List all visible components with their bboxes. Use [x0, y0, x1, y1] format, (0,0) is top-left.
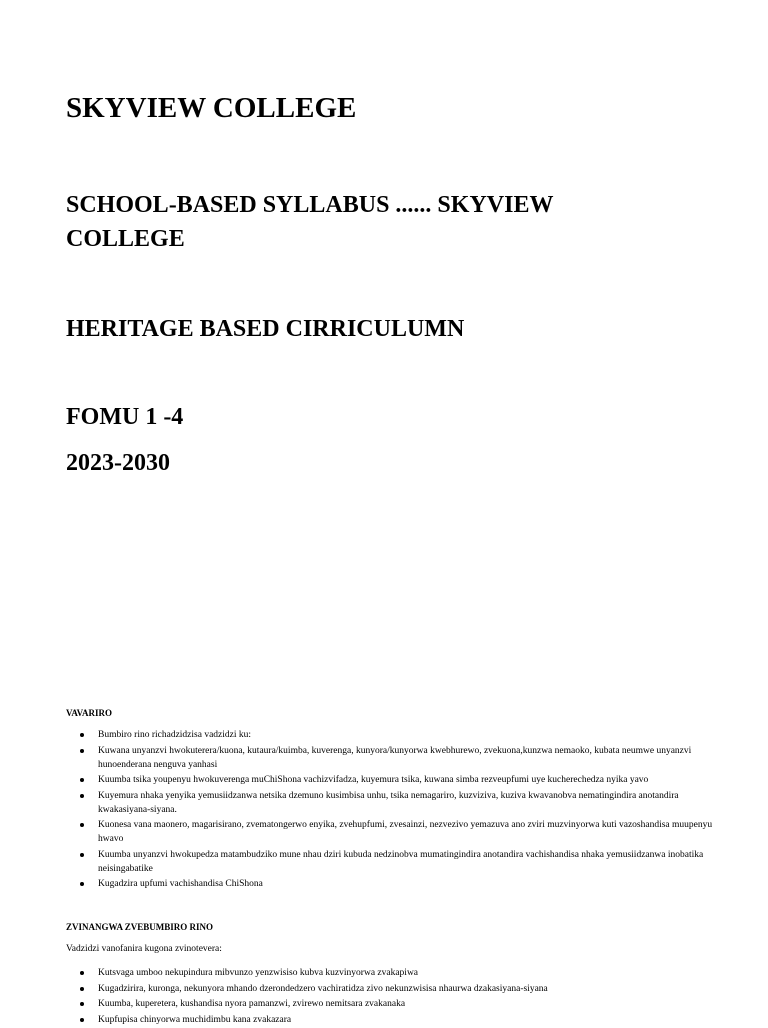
contents-intro: Vadzidzi vanofanira kugona zvinotevera:	[66, 944, 222, 954]
list-item-text: Kuwana unyanzvi hwokuterera/kuona, kutaura/kuimba, kuverenga, kunyora/kunyorwa kwebhurewo, zvekuona,kunzwa nemaoko, kubata neumwe unyanzvi hunoenderana nenguva yanhasi	[98, 745, 692, 770]
college-title: SKYVIEW COLLEGE	[66, 92, 357, 124]
bullet-icon	[80, 778, 84, 782]
bullet-icon	[80, 794, 84, 798]
list-item-text: Kuyemura nhaka yenyika yemusiidzanwa netsika dzemuno kusimbisa unhu, tsika nemagariro, kuzviziva, kuziva kwavanobva nematingindira anotandira kwakasiyana-siyana.	[98, 790, 679, 815]
bullet-icon	[80, 987, 84, 991]
objectives-list	[80, 728, 720, 893]
list-item-text: Kugadzira upfumi vachishandisa ChiShona	[98, 879, 263, 889]
list-item	[80, 728, 720, 742]
list-item	[80, 982, 720, 996]
form-heading: FOMU 1 -4	[66, 404, 184, 430]
bullet-icon	[80, 823, 84, 827]
list-item-text: Kutsvaga umboo nekupindura mibvunzo yenzwisiso kubva kuzvinyorwa zvakapiwa	[98, 968, 419, 978]
list-item	[80, 877, 720, 891]
list-item	[80, 997, 720, 1011]
curriculum-heading: HERITAGE BASED CIRRICULUMN	[66, 316, 465, 342]
contents-heading: ZVINANGWA ZVEBUMBIRO RINO	[66, 922, 214, 932]
list-item-text: Kuumba, kuperetera, kushandisa nyora pamanzwi, zvirewo nemitsara zvakanaka	[98, 999, 406, 1009]
list-item-text: Kupfupisa chinyorwa muchidimbu kana zvakazara	[98, 1014, 292, 1025]
years-heading: 2023-2030	[66, 450, 170, 476]
list-item	[80, 789, 720, 817]
bullet-icon	[80, 1002, 84, 1006]
objectives-heading: VAVARIRO	[66, 708, 113, 718]
bullet-icon	[80, 853, 84, 857]
list-item-text: Kugadzirira, kuronga, nekunyora mhando dzerondedzero vachiratidza zivo nekunzwisisa nhaurwa dzakasiyana-siyana	[98, 983, 548, 994]
list-item	[80, 1013, 720, 1027]
bullet-icon	[80, 733, 84, 737]
bullet-icon	[80, 749, 84, 753]
syllabus-heading: SCHOOL-BASED SYLLABUS ...... SKYVIEW COLLEGE	[66, 192, 554, 252]
bullet-icon	[80, 971, 84, 975]
list-item-text: Kuumba unyanzvi hwokupedza matambudziko mune nhau dziri kubuda nedzinobva mumatingindira anotandira vachishandisa nhaka yemusiidzanwa inobatika neisingabatike	[98, 849, 704, 874]
bullet-icon	[80, 1018, 84, 1022]
list-item	[80, 966, 720, 980]
list-item	[80, 848, 720, 876]
contents-list	[80, 966, 720, 1028]
list-item	[80, 773, 720, 787]
list-item-text: Bumbiro rino richadzidzisa vadzidzi ku:	[98, 730, 252, 740]
list-item-text: Kuonesa vana maonero, magarisirano, zvematongerwo enyika, zvehupfumi, zvesainzi, nezvezivo yemazuva ano zviri muzvinyorwa kuti vazoshandisa muupenyu hwavo	[98, 820, 713, 844]
list-item	[80, 744, 720, 772]
list-item	[80, 818, 720, 846]
bullet-icon	[80, 882, 84, 886]
list-item-text: Kuumba tsika youpenyu hwokuverenga muChiShona vachizvifadza, kuyemura tsika, kuwana simba rezveupfumi uye kucherechedza nyika yavo	[98, 775, 649, 785]
